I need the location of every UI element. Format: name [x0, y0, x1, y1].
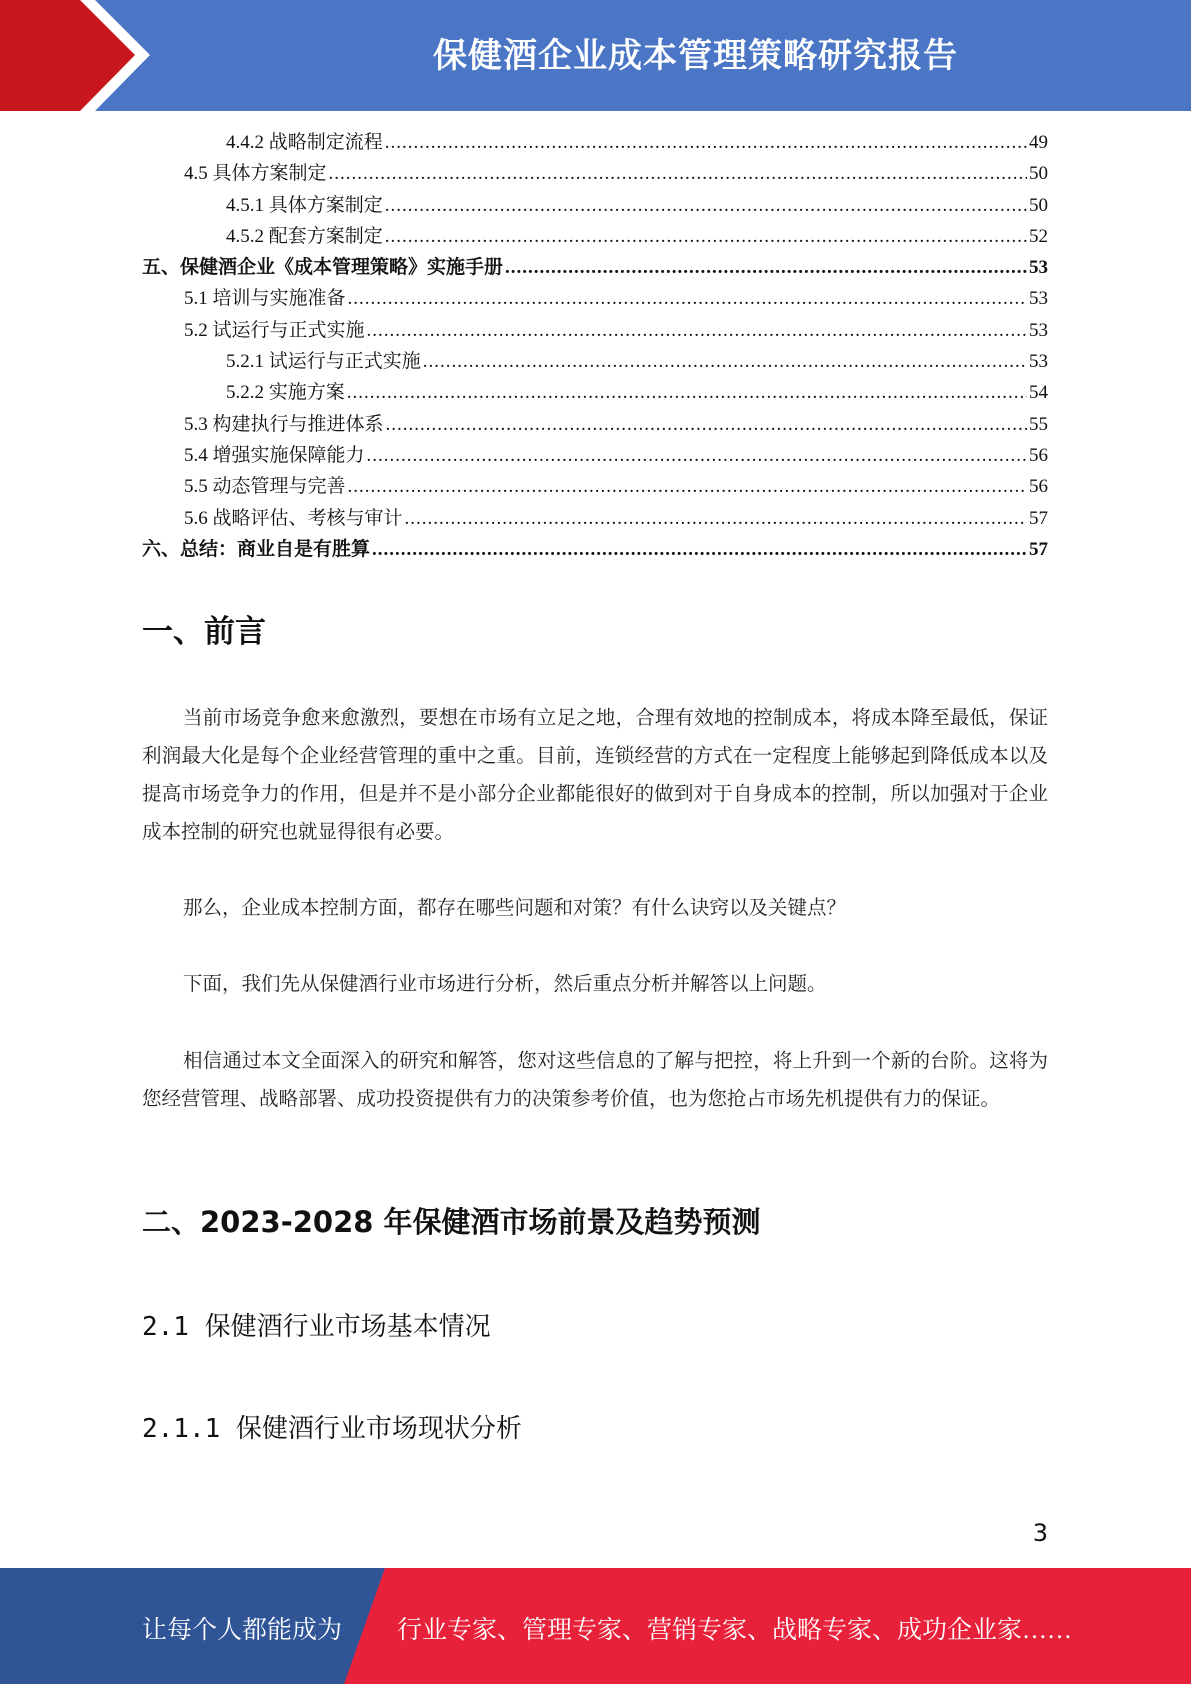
toc-entry-page: 50 — [1029, 163, 1048, 185]
toc-entry[interactable] — [142, 440, 1048, 471]
toc-entry[interactable] — [142, 158, 1048, 189]
toc-entry[interactable] — [142, 127, 1048, 158]
toc-entry-title: 5.2.2 实施方案 — [226, 382, 345, 404]
section-heading-market-outlook: 二、2023-2028 年保健酒市场前景及趋势预测 — [142, 1205, 761, 1239]
toc-leader-dots — [372, 534, 1027, 565]
toc-entry-title: 5.6 战略评估、考核与审计 — [184, 507, 403, 529]
toc-entry-title: 4.4.2 战略制定流程 — [226, 132, 383, 153]
paragraph: 下面，我们先从保健酒行业市场进行分析，然后重点分析并解答以上问题。 — [183, 974, 827, 995]
toc-entry-title: 4.5 具体方案制定 — [184, 163, 327, 185]
toc-leader-dots — [385, 221, 1027, 252]
toc-entry-page: 56 — [1029, 476, 1048, 498]
toc-entry-page: 50 — [1029, 194, 1048, 216]
toc-leader-dots — [386, 409, 1027, 440]
toc-entry[interactable] — [142, 377, 1048, 408]
section-heading-preface: 一、前言 — [142, 614, 266, 650]
toc-entry-page: 56 — [1029, 444, 1048, 466]
toc-entry-page: 57 — [1029, 507, 1048, 529]
toc-entry[interactable] — [142, 534, 1048, 565]
toc-leader-dots — [385, 127, 1027, 158]
toc-leader-dots — [405, 503, 1027, 534]
toc-entry[interactable] — [142, 252, 1048, 283]
toc-entry[interactable] — [142, 221, 1048, 252]
toc-entry[interactable] — [142, 409, 1048, 440]
subsection-heading: 2.1.1 保健酒行业市场现状分析 — [142, 1414, 522, 1444]
toc-entry[interactable] — [142, 283, 1048, 314]
toc-entry-title: 5.3 构建执行与推进体系 — [184, 413, 384, 435]
paragraph: 那么，企业成本控制方面，都存在哪些问题和对策？有什么诀窍以及关键点？ — [183, 898, 847, 919]
toc-entry-page: 54 — [1029, 382, 1048, 404]
toc-entry-page: 52 — [1029, 225, 1048, 247]
toc-leader-dots — [348, 471, 1027, 502]
footer-banner — [0, 1568, 1191, 1684]
paragraph: 当前市场竞争愈来愈激烈，要想在市场有立足之地，合理有效地的控制成本，将成本降至最低，保证利润最大化是每个企业经营管理的重中之重。目前，连锁经营的方式在一定程度上能够起到降低成本以及提高市场竞争力的作用，但是并不是小部分企业都能很好的做到对于自身成本的控制，所以加强对于企业成本控制的研究也就显得很有必要。 — [142, 708, 1048, 843]
toc-entry-title: 五、保健酒企业《成本管理策略》实施手册 — [142, 257, 504, 279]
toc-entry-page: 55 — [1029, 413, 1048, 435]
header-arrow-icon — [0, 0, 160, 111]
toc-entry-title: 5.5 动态管理与完善 — [184, 476, 346, 498]
toc-leader-dots — [423, 346, 1027, 377]
toc-entry[interactable] — [142, 471, 1048, 502]
toc-leader-dots — [505, 252, 1027, 283]
toc-entry-title: 4.5.1 具体方案制定 — [226, 194, 383, 216]
toc-entry-title: 4.5.2 配套方案制定 — [226, 225, 383, 247]
toc-entry-title: 5.2.1 试运行与正式实施 — [226, 351, 421, 373]
toc-entry-page: 57 — [1029, 538, 1048, 560]
toc-entry-page: 49 — [1029, 132, 1048, 153]
footer-slogan-right: 行业专家、管理专家、营销专家、战略专家、成功企业家…… — [397, 1617, 1073, 1644]
toc-entry-page: 53 — [1029, 288, 1048, 310]
toc-leader-dots — [348, 283, 1027, 314]
toc-leader-dots — [329, 158, 1027, 189]
toc-entry[interactable] — [142, 346, 1048, 377]
toc-entry-title: 5.1 培训与实施准备 — [184, 288, 346, 310]
toc-entry-title: 六、总结：商业自是有胜算 — [142, 538, 371, 560]
page-number: 3 — [1032, 1519, 1048, 1547]
paragraph: 相信通过本文全面深入的研究和解答，您对这些信息的了解与把控，将上升到一个新的台阶。这将为您经营管理、战略部署、成功投资提供有力的决策参考价值，也为您抢占市场先机提供有力的保证。 — [142, 1051, 1048, 1110]
report-title: 保健酒企业成本管理策略研究报告 — [433, 36, 958, 76]
toc-entry-page: 53 — [1029, 257, 1048, 279]
toc-leader-dots — [385, 190, 1027, 221]
header-banner — [0, 0, 1191, 111]
toc-entry[interactable] — [142, 315, 1048, 346]
subsection-heading: 2.1 保健酒行业市场基本情况 — [142, 1312, 491, 1342]
toc-entry-title: 5.4 增强实施保障能力 — [184, 444, 365, 466]
toc-entry-title: 5.2 试运行与正式实施 — [184, 319, 365, 341]
toc-entry-page: 53 — [1029, 351, 1048, 373]
footer-slogan-left: 让每个人都能成为 — [142, 1617, 343, 1644]
toc-entry-page: 53 — [1029, 319, 1048, 341]
toc-leader-dots — [367, 440, 1027, 471]
toc-leader-dots — [347, 377, 1027, 408]
toc-entry[interactable] — [142, 190, 1048, 221]
toc-leader-dots — [367, 315, 1027, 346]
toc-entry[interactable] — [142, 503, 1048, 534]
table-of-contents — [142, 127, 1048, 565]
